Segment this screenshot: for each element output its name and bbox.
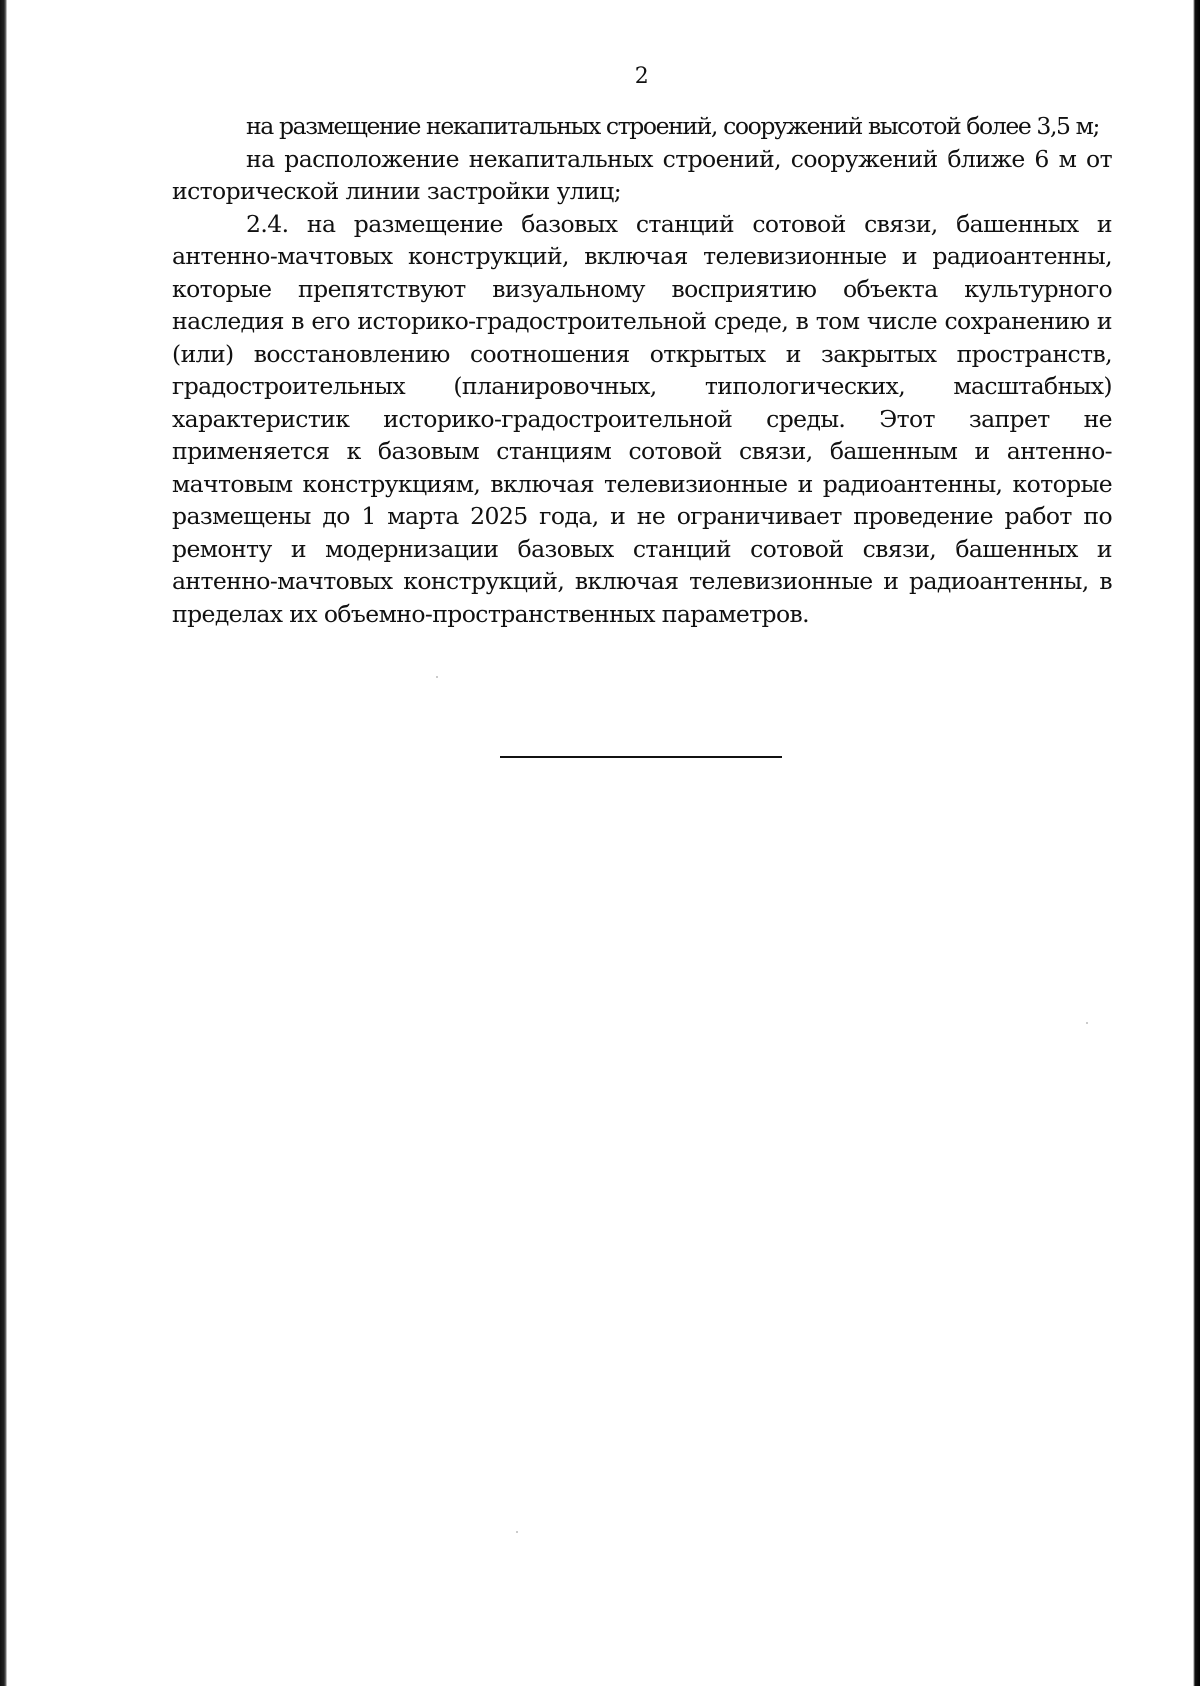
scan-speck — [436, 676, 438, 678]
scan-edge-left — [0, 0, 7, 1686]
scan-speck — [1086, 1022, 1088, 1024]
page-number: 2 — [634, 64, 649, 89]
scan-speck — [516, 1531, 518, 1533]
document-body — [172, 110, 1112, 630]
paragraph-noncapital-height: на размещение некапитальных строений, сооружений высотой более 3,5 м; — [246, 112, 1100, 140]
paragraph-2-4-base-stations: 2.4. на размещение базовых станций сотовой связи, башенных и антенно-мачтовых конструкций, включая телевизионные и радиоантенны, которые препятствуют визуальному восприятию объекта культурного наследия в его историко-градостроительной среде, в том числе сохранению и (или) восстановлению соотношения открытых и закрытых пространств, градостроительных (планировочных, типологических, масштабных) характеристик историко-градостроительной среды. Этот запрет не применяется к базовым станциям сотовой связи, башенным и антенно-мачтовым конструкциям, включая телевизионные и радиоантенны, которые размещены до 1 марта 2025 года, и не ограничивает проведение работ по ремонту и модернизации базовых станций сотовой связи, башенных и антенно-мачтовых конструкций, включая телевизионные и радиоантенны, в пределах их объемно-пространственных параметров. — [172, 209, 1112, 628]
end-separator-line — [500, 756, 782, 758]
scan-edge-right — [1193, 0, 1200, 1686]
paragraph-noncapital-distance: на расположение некапитальных строений, сооружений ближе 6 м от исторической линии застройки улиц; — [172, 144, 1112, 205]
